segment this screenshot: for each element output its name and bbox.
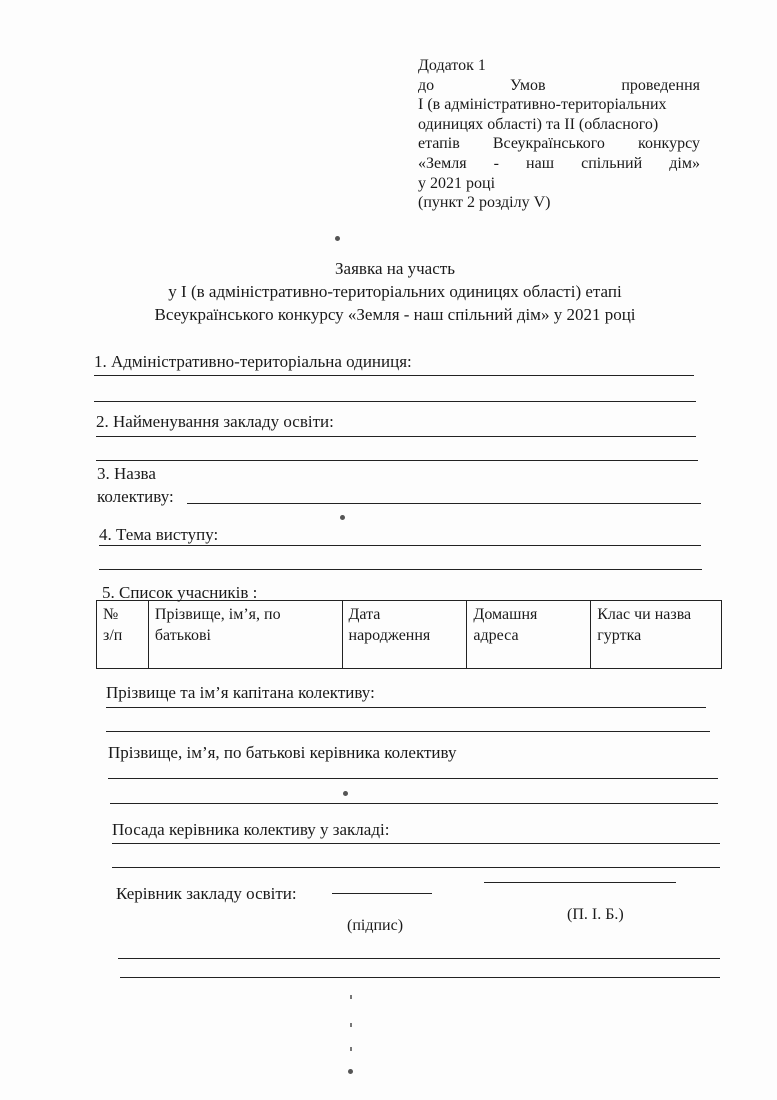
annex-line-6 xyxy=(418,154,700,174)
field-team-label-2: колективу: xyxy=(97,487,174,506)
signature-caption: (підпис) xyxy=(347,917,404,934)
annex-line-5-word: етапів xyxy=(418,135,460,153)
field-school-label: 2. Найменування закладу освіти: xyxy=(96,412,334,431)
leader-label: Прізвище, ім’я, по батькові керівника колективу xyxy=(108,743,457,762)
annex-line-5 xyxy=(418,134,700,154)
annex-header xyxy=(418,56,700,213)
col-birth-date-line-2: народження xyxy=(348,627,431,644)
bottom-line-2[interactable] xyxy=(120,977,720,978)
annex-line-7: у 2021 році xyxy=(418,174,496,192)
leader-line[interactable] xyxy=(108,778,718,779)
head-label: Керівник закладу освіти: xyxy=(116,884,297,903)
captain-label: Прізвище та ім’я капітана колективу: xyxy=(106,683,375,702)
form-subtitle-1: у I (в адміністративно-територіальних одиницях області) етапі xyxy=(168,282,622,301)
field-unit-label: 1. Адміністративно-територіальна одиниця: xyxy=(94,352,412,371)
col-birth-date-line-1: Дата xyxy=(348,606,381,623)
field-topic-line[interactable] xyxy=(99,545,701,546)
annex-line-1: Додаток 1 xyxy=(418,57,486,74)
field-school-line-2[interactable] xyxy=(96,460,698,461)
annex-line-4: одиницях області) та II (обласного) xyxy=(418,115,659,133)
field-school-line[interactable] xyxy=(96,436,696,437)
scan-mark xyxy=(350,1047,352,1051)
annex-line-5-word: Всеукраїнського xyxy=(492,135,605,153)
col-full-name xyxy=(148,601,342,669)
field-participants-label: 5. Список учасників : xyxy=(102,583,258,602)
head-signature-line[interactable] xyxy=(332,893,432,894)
name-caption: (П. І. Б.) xyxy=(567,906,624,923)
col-number-line-2: з/п xyxy=(103,627,123,644)
col-birth-date xyxy=(342,601,467,669)
annex-dash: - xyxy=(493,154,499,172)
field-unit-line-2[interactable] xyxy=(94,401,696,402)
position-line-2[interactable] xyxy=(112,867,720,868)
annex-word-zemlia: «Земля xyxy=(418,154,467,172)
col-class-or-club xyxy=(591,601,722,669)
annex-line-8: (пункт 2 розділу V) xyxy=(418,194,551,212)
participants-table xyxy=(96,600,722,669)
bottom-line[interactable] xyxy=(118,958,720,959)
scan-speck xyxy=(348,1069,353,1074)
table-header-row xyxy=(97,601,722,669)
field-unit-line[interactable] xyxy=(94,375,694,376)
scan-mark xyxy=(350,995,352,999)
col-number-line-1: № xyxy=(103,606,119,623)
form-subtitle-2: Всеукраїнського конкурсу «Земля - наш спільний дім» у 2021 році xyxy=(154,305,636,324)
annex-word-umov: Умов xyxy=(509,76,546,94)
scan-speck xyxy=(335,236,340,241)
annex-word-nash: наш xyxy=(526,154,555,172)
col-home-address xyxy=(467,601,591,669)
scan-mark xyxy=(350,1023,352,1027)
col-class-or-club-line-2: гуртка xyxy=(597,627,642,644)
annex-word-dim: дім» xyxy=(669,154,700,172)
col-full-name-line-2: батькові xyxy=(154,627,211,644)
col-home-address-line-1: Домашня xyxy=(473,606,538,623)
annex-line-5-word: конкурсу xyxy=(638,135,700,153)
scan-speck xyxy=(343,791,348,796)
col-home-address-line-2: адреса xyxy=(473,627,519,644)
annex-line-2 xyxy=(418,76,700,96)
position-label: Посада керівника колективу у закладі: xyxy=(112,820,390,839)
annex-word-do: до xyxy=(418,76,435,94)
annex-word-provedennia: проведення xyxy=(621,76,700,94)
field-team-label: 3. Назва xyxy=(97,464,156,483)
leader-line-2[interactable] xyxy=(110,803,718,804)
col-class-or-club-line-1: Клас чи назва xyxy=(597,606,692,623)
form-title: Заявка на участь xyxy=(335,259,455,278)
scan-speck xyxy=(340,515,345,520)
col-number xyxy=(97,601,149,669)
field-team-line[interactable] xyxy=(187,503,701,504)
head-name-line[interactable] xyxy=(484,882,676,883)
annex-line-3: I (в адміністративно-територіальних xyxy=(418,96,667,114)
position-line[interactable] xyxy=(112,843,720,844)
field-topic-label: 4. Тема виступу: xyxy=(99,525,219,544)
captain-line-2[interactable] xyxy=(106,731,710,732)
col-full-name-line-1: Прізвище, ім’я, по xyxy=(154,606,281,623)
field-topic-line-2[interactable] xyxy=(99,569,702,570)
annex-word-spilnyi: спільний xyxy=(581,154,643,172)
captain-line[interactable] xyxy=(106,707,706,708)
